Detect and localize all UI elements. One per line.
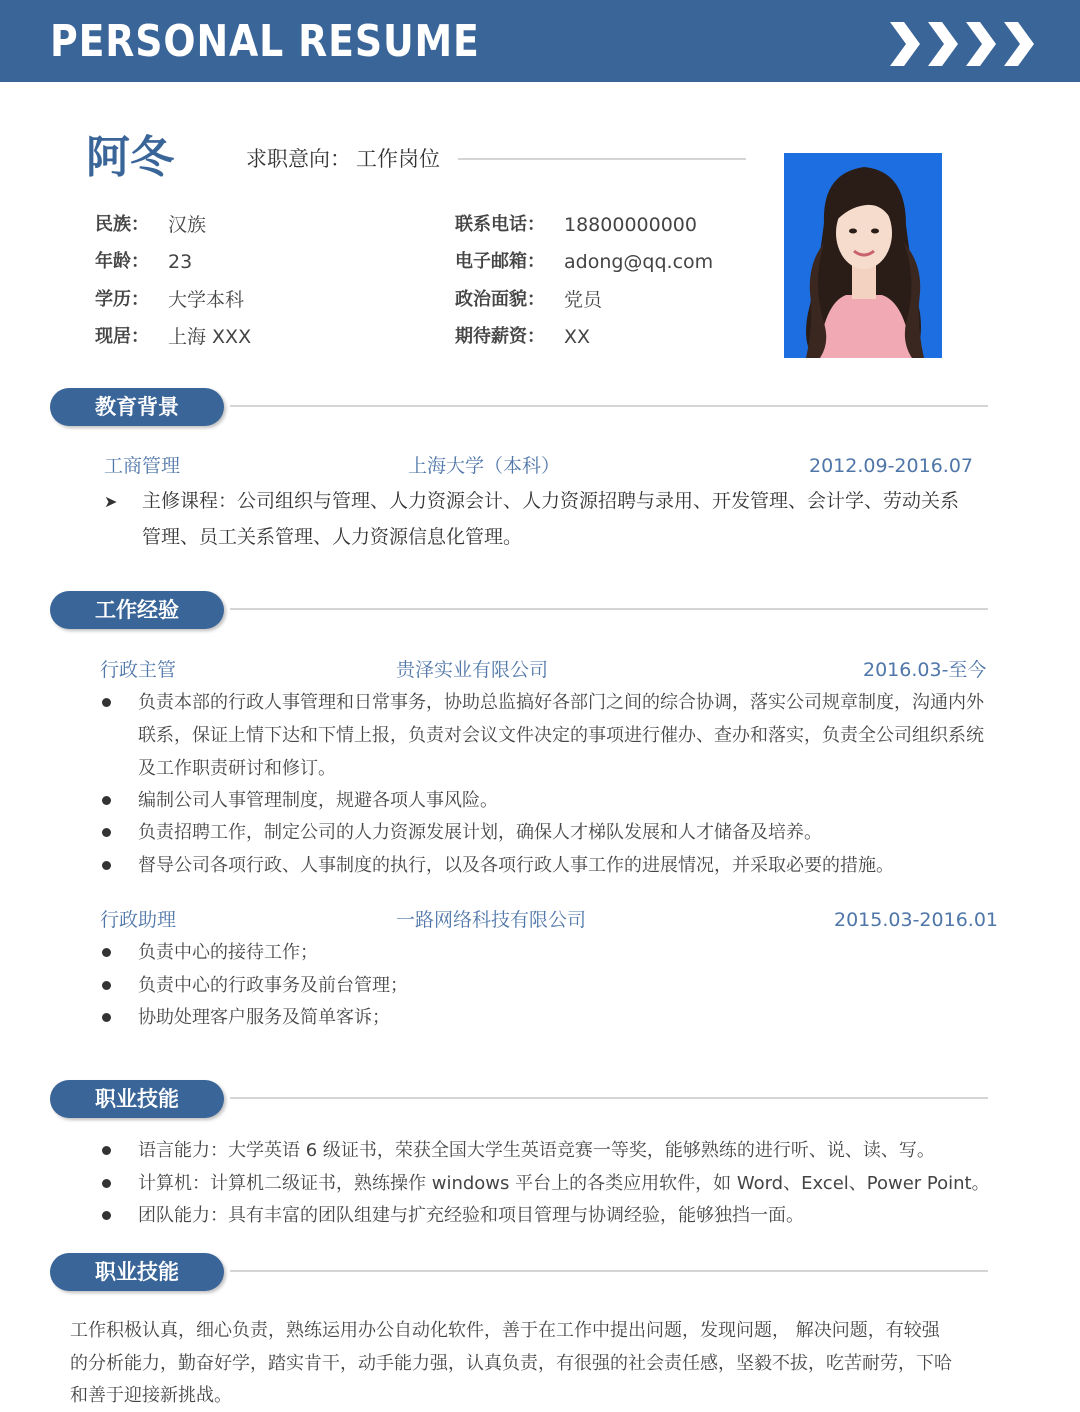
section-header-skills	[50, 1080, 224, 1118]
bullet-icon	[102, 1211, 111, 1220]
section-title: 职业技能	[95, 1260, 179, 1284]
education-level-value: 大学本科	[168, 289, 245, 311]
section-divider	[230, 608, 988, 610]
bullet-icon	[102, 861, 111, 870]
candidate-name: 阿冬	[86, 132, 174, 183]
job-duty-line: 负责本部的行政人事管理和日常事务，协助总监搞好各部门之间的综合协调，落实公司规章制度，沟通内外	[138, 692, 984, 713]
summary-line: 的分析能力，勤奋好学，踏实肯干，动手能力强，认真负责，有很强的社会责任感，坚毅不拔，吃苦耐劳，下哈	[70, 1353, 952, 1374]
profile-photo	[784, 153, 942, 358]
skill-item: 计算机：计算机二级证书，熟练操作 windows 平台上的各类应用软件，如 Word、Excel、Power Point。	[138, 1173, 990, 1194]
summary-line: 工作积极认真，细心负责，熟练运用办公自动化软件，善于在工作中提出问题，发现问题， 解决问题，有较强	[70, 1320, 940, 1341]
section-title: 职业技能	[95, 1087, 179, 1111]
phone-value: 18800000000	[564, 214, 697, 236]
bullet-icon	[102, 1146, 111, 1155]
summary-line: 和善于迎接新挑战。	[70, 1385, 232, 1406]
arrow-bullet-icon: ➤	[104, 492, 118, 511]
bullet-icon	[102, 948, 111, 957]
job-position: 行政助理	[100, 909, 177, 931]
job-position: 行政主管	[100, 659, 177, 681]
age-label: 年龄：	[95, 251, 149, 272]
section-header-education	[50, 388, 224, 426]
residence-label: 现居：	[95, 326, 149, 347]
job-company: 一路网络科技有限公司	[396, 909, 587, 931]
job-duty-line: 及工作职责研讨和修订。	[138, 758, 336, 779]
bullet-icon	[102, 698, 111, 707]
skill-item: 团队能力：具有丰富的团队组建与扩充经验和项目管理与协调经验，能够独挡一面。	[138, 1205, 804, 1226]
job-period: 2015.03-2016.01	[834, 909, 998, 931]
bullet-icon	[102, 796, 111, 805]
header-banner	[0, 0, 1080, 82]
job-duty-line: 负责中心的行政事务及前台管理；	[138, 975, 408, 996]
expected-salary-label: 期待薪资：	[455, 326, 545, 347]
education-major: 工商管理	[104, 455, 181, 477]
job-duty-line: 联系，保证上情下达和下情上报，负责对会议文件决定的事项进行催办、查办和落实，负责全公司组织系统	[138, 725, 984, 746]
residence-value: 上海 XXX	[168, 326, 252, 348]
education-school: 上海大学（本科）	[408, 455, 561, 477]
resume-title: PERSONAL RESUME	[50, 16, 480, 67]
bullet-icon	[102, 1179, 111, 1188]
education-period: 2012.09-2016.07	[809, 455, 973, 477]
bullet-icon	[102, 1013, 111, 1022]
bullet-icon	[102, 828, 111, 837]
section-divider	[230, 1270, 988, 1272]
section-divider	[230, 1097, 988, 1099]
section-title: 教育背景	[95, 395, 179, 419]
job-objective-label: 求职意向：	[246, 147, 351, 171]
job-objective-value: 工作岗位	[356, 147, 440, 171]
bullet-icon	[102, 981, 111, 990]
education-courses-line: 主修课程：公司组织与管理、人力资源会计、人力资源招聘与录用、开发管理、会计学、劳动关系	[142, 490, 960, 512]
age-value: 23	[168, 251, 193, 273]
email-label: 电子邮箱：	[455, 251, 545, 272]
job-period: 2016.03-至今	[863, 659, 987, 681]
education-courses-line: 管理、员工关系管理、人力资源信息化管理。	[142, 526, 523, 548]
job-company: 贵泽实业有限公司	[396, 659, 549, 681]
section-header-summary	[50, 1253, 224, 1291]
job-duty-line: 负责招聘工作，制定公司的人力资源发展计划，确保人才梯队发展和人才储备及培养。	[138, 822, 822, 843]
job-duty-line: 协助处理客户服务及简单客诉；	[138, 1007, 390, 1028]
skill-item: 语言能力：大学英语 6 级证书，荣获全国大学生英语竞赛一等奖，能够熟练的进行听、说、读、写。	[138, 1140, 935, 1161]
ethnicity-value: 汉族	[168, 214, 207, 236]
chevron-arrows-icon	[888, 20, 1038, 68]
ethnicity-label: 民族：	[95, 214, 149, 235]
expected-salary-value: XX	[564, 326, 591, 348]
divider	[458, 158, 746, 160]
political-status-value: 党员	[564, 289, 603, 311]
job-duty-line: 编制公司人事管理制度，规避各项人事风险。	[138, 790, 498, 811]
section-divider	[230, 405, 988, 407]
education-level-label: 学历：	[95, 289, 149, 310]
email-value: adong@qq.com	[564, 251, 714, 273]
job-duty-line: 负责中心的接待工作；	[138, 942, 318, 963]
phone-label: 联系电话：	[455, 214, 545, 235]
job-duty-line: 督导公司各项行政、人事制度的执行，以及各项行政人事工作的进展情况，并采取必要的措施。	[138, 855, 894, 876]
section-header-work	[50, 591, 224, 629]
portrait-illustration	[784, 153, 942, 358]
political-status-label: 政治面貌：	[455, 289, 545, 310]
section-title: 工作经验	[95, 598, 179, 622]
